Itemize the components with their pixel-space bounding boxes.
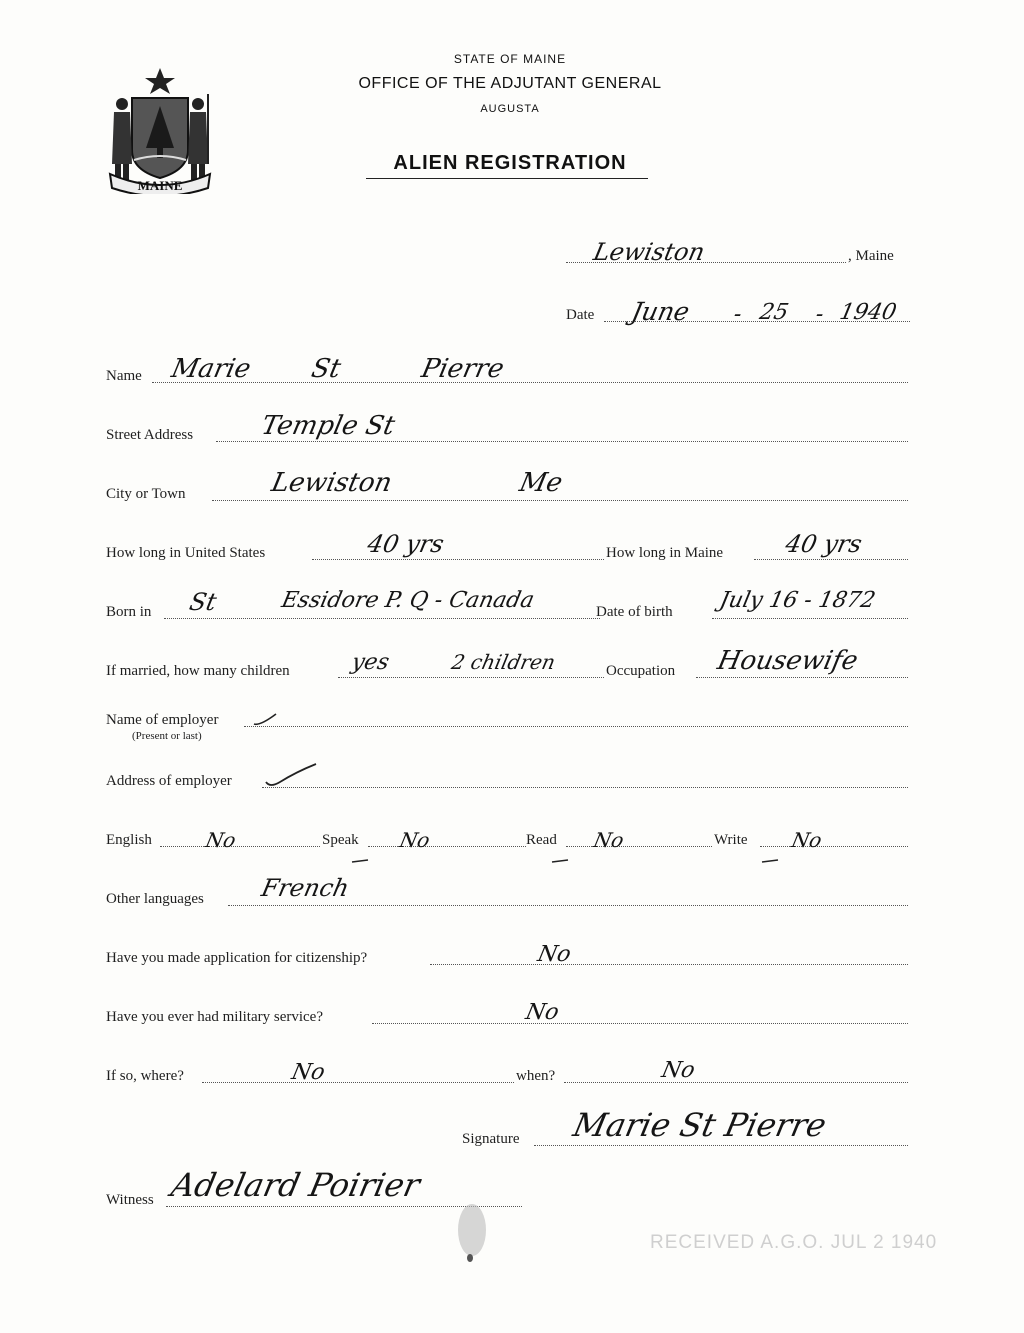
english-line	[160, 846, 320, 847]
how-long-us-line	[312, 559, 604, 560]
how-long-maine-line	[754, 559, 908, 560]
years-maine-value: 40 yrs	[783, 530, 865, 558]
present-or-last-note: (Present or last)	[132, 730, 202, 742]
born-place-value: Essidore P. Q - Canada	[279, 588, 537, 613]
ink-smudge	[448, 1196, 496, 1276]
name-st-value: St	[308, 354, 344, 384]
other-languages-line	[228, 905, 908, 906]
speak-label: Speak	[322, 832, 359, 848]
state-abbr-value: Me	[516, 468, 566, 498]
born-in-line	[164, 618, 600, 619]
married-children-line	[338, 677, 604, 678]
how-long-us-label: How long in United States	[106, 545, 266, 561]
military-line	[372, 1023, 908, 1024]
dash-marks	[350, 856, 790, 870]
citizenship-value: No	[535, 942, 574, 967]
where-line	[202, 1082, 514, 1083]
occupation-label: Occupation	[606, 663, 676, 679]
english-label: English	[106, 832, 152, 848]
page-title: ALIEN REGISTRATION	[393, 152, 627, 174]
date-day-value: 25	[757, 300, 791, 325]
english-value: No	[203, 828, 239, 852]
city-top-value: Lewiston	[591, 238, 708, 266]
where-value: No	[289, 1060, 328, 1085]
children-value: 2 children	[449, 650, 558, 674]
military-label: Have you ever had military service?	[106, 1009, 323, 1025]
read-line	[566, 846, 712, 847]
city-value: Lewiston	[268, 468, 395, 498]
read-value: No	[591, 828, 627, 852]
dob-value: July 16 - 1872	[717, 588, 878, 613]
maine-state-seal-icon	[104, 64, 216, 194]
occupation-line	[696, 677, 908, 678]
address-of-employer-label: Address of employer	[106, 773, 232, 789]
title-underline	[366, 178, 648, 179]
citizenship-label: Have you made application for citizenship?	[106, 950, 368, 966]
address-of-employer-line	[262, 787, 908, 788]
received-stamp: RECEIVED A.G.O. JUL 2 1940	[650, 1232, 938, 1253]
other-languages-label: Other languages	[106, 891, 204, 907]
signature-line	[534, 1145, 908, 1146]
military-value: No	[523, 1000, 562, 1025]
speak-line	[368, 846, 526, 847]
city-or-town-label: City or Town	[106, 486, 186, 502]
date-month-value: June	[628, 297, 693, 326]
name-of-employer-line	[244, 726, 908, 727]
name-first-value: Marie	[168, 354, 254, 384]
address-check-mark	[262, 760, 320, 790]
born-st-value: St	[187, 588, 220, 616]
header-state: STATE OF MAINE	[453, 52, 567, 66]
signature-value: Marie St Pierre	[569, 1106, 830, 1144]
when-value: No	[659, 1058, 698, 1083]
street-value: Temple St	[258, 411, 398, 441]
citizenship-line	[430, 964, 908, 965]
speak-value: No	[397, 828, 433, 852]
seal-motto: MAINE	[137, 178, 183, 193]
witness-label: Witness	[106, 1192, 154, 1208]
how-long-maine-label: How long in Maine	[606, 545, 724, 561]
date-of-birth-line	[712, 618, 908, 619]
name-label: Name	[106, 368, 142, 384]
header-city: AUGUSTA	[480, 103, 540, 115]
married-value: yes	[349, 650, 392, 675]
when-line	[564, 1082, 908, 1083]
born-in-label: Born in	[106, 604, 152, 620]
date-of-birth-label: Date of birth	[596, 604, 673, 620]
write-value: No	[789, 828, 825, 852]
name-line	[152, 382, 908, 383]
years-us-value: 40 yrs	[365, 530, 447, 558]
date-dash-1: -	[731, 302, 745, 327]
married-children-label: If married, how many children	[106, 663, 290, 679]
when-label: when?	[516, 1068, 556, 1084]
employer-check-mark	[252, 712, 278, 728]
street-address-line	[216, 441, 908, 442]
date-year-value: 1940	[837, 300, 899, 325]
street-address-label: Street Address	[106, 427, 194, 443]
city-or-town-line	[212, 500, 908, 501]
signature-label: Signature	[462, 1131, 520, 1147]
occupation-value: Housewife	[714, 646, 861, 676]
read-label: Read	[526, 832, 557, 848]
name-of-employer-label: Name of employer	[106, 712, 219, 728]
maine-label: , Maine	[848, 248, 894, 264]
other-languages-value: French	[259, 874, 352, 902]
witness-value: Adelard Poirier	[167, 1166, 424, 1204]
date-label: Date	[566, 307, 595, 323]
if-so-where-label: If so, where?	[106, 1068, 184, 1084]
date-dash-2: -	[813, 302, 827, 327]
header-office: OFFICE OF THE ADJUTANT GENERAL	[358, 75, 662, 92]
name-last-value: Pierre	[418, 354, 507, 384]
write-line	[760, 846, 908, 847]
write-label: Write	[714, 832, 748, 848]
